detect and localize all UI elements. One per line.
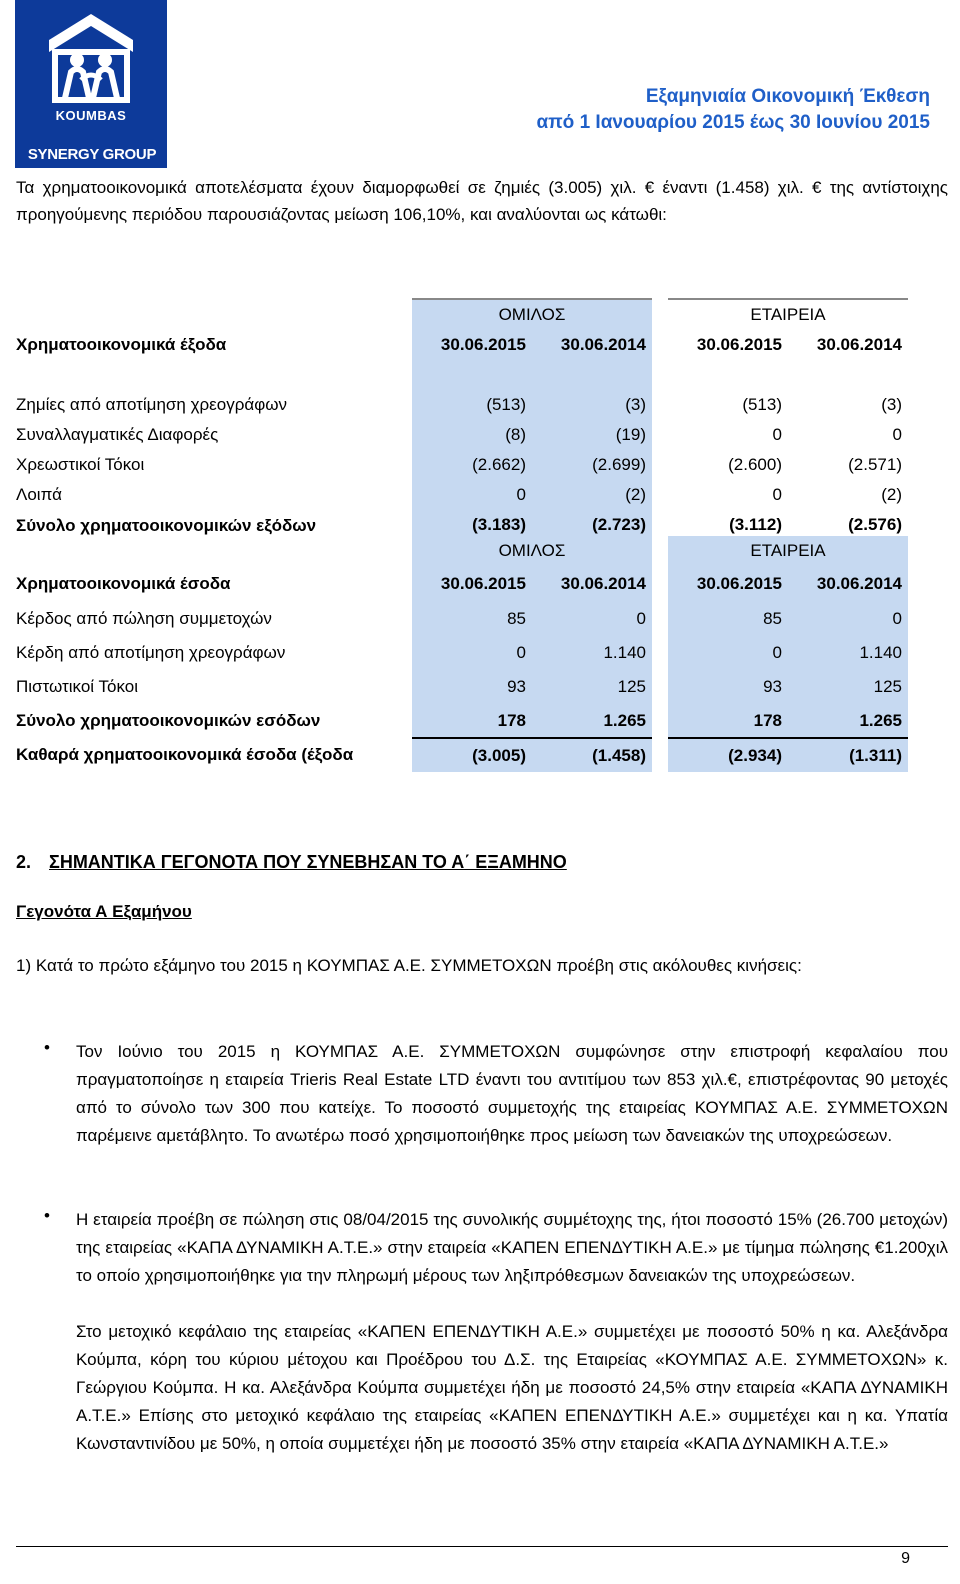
total-value: (2.723) [532,510,652,541]
cell-value: (3) [532,390,652,420]
bullet-icon: • [44,1038,50,1057]
income-title: Χρηματοοικονομικά έσοδα [16,574,231,593]
income-date: 30.06.2014 [788,566,908,602]
cell-value: 0 [772,425,782,444]
expenses-date: 30.06.2015 [412,330,532,360]
table-net-row [16,738,908,772]
expenses-date: 30.06.2015 [696,335,782,354]
expenses-date: 30.06.2014 [532,330,652,360]
bullet-text: Τον Ιούνιο του 2015 η ΚΟΥΜΠΑΣ Α.Ε. ΣΥΜΜΕΤΟΧΩΝ συμφώνησε στην επιστροφή κεφαλαίου που πραγματοποίησε η εταιρεία Trieris Real Estate LTD έναντι του αντιτίμου των 853 χιλ.€, επιστρέφοντας 90 μετοχές από το σύνολο των 300 που κατείχε. Το ποσοστό συμμετοχής της εταιρείας ΚΟΥΜΠΑΣ Α.Ε. ΣΥΜΜΕΤΟΧΩΝ παρέμεινε αμετάβλητο. Το ανωτέρω ποσό χρησιμοποιήθηκε προς μείωση των δανειακών της υποχρεώσεων. [76,1042,948,1145]
cell-value: (2.662) [412,450,532,480]
row-label: Ζημίες από αποτίμηση χρεογράφων [16,395,288,414]
cell-value: (8) [412,420,532,450]
income-date: 30.06.2014 [532,566,652,602]
cell-value: 0 [532,602,652,636]
cell-value: 125 [532,670,652,704]
cell-value: (2.600) [728,455,782,474]
cell-value: 85 [668,602,788,636]
net-label: Καθαρά χρηματοοικονομικά έσοδα (έξοδα [16,745,354,764]
cell-value: 0 [412,480,532,510]
expenses-title: Χρηματοοικονομικά έξοδα [16,335,227,354]
report-title [536,84,930,136]
income-date: 30.06.2015 [668,566,788,602]
table-row [16,670,908,704]
cell-value: 125 [788,670,908,704]
total-value: 1.265 [532,704,652,738]
financial-income-table [16,536,908,772]
logo-group-text: SYNERGY GROUP [27,146,157,163]
cell-value: (513) [412,390,532,420]
cell-value: 0 [788,602,908,636]
logo-brand-text: KOUMBAS [55,108,127,123]
cell-value: 93 [412,670,532,704]
net-value: (3.005) [412,738,532,772]
report-title-line1: Εξαμηνιαία Οικονομική Έκθεση [645,86,930,107]
logo-emblem-icon [15,0,167,110]
cell-value: 0 [412,636,532,670]
cell-value: 0 [892,425,902,444]
section-number: 2. [16,852,32,872]
income-date: 30.06.2015 [412,566,532,602]
page-number: 9 [901,1550,910,1567]
continuation-paragraph: Στο μετοχικό κεφάλαιο της εταιρείας «ΚΑΠΕΝ ΕΠΕΝΔΥΤΙΚΗ Α.Ε.» συμμετέχει με ποσοστό 50% η κα. Αλεξάνδρα Κούμπα, κόρη του κύριου μέτοχου και Προέδρου του Δ.Σ. της Εταιρείας «ΚΟΥΜΠΑΣ Α.Ε. ΣΥΜΜΕΤΟΧΩΝ» κ. Γεώργιου Κούμπα. Η κα. Αλεξάνδρα Κούμπα συμμετέχει ήδη με ποσοστό 24,5% στην εταιρεία «ΚΑΠΑ ΔΥΝΑΜΙΚΗ Α.Τ.Ε.» Επίσης στο μετοχικό κεφάλαιο της εταιρείας «ΚΑΠΕΝ ΕΠΕΝΔΥΤΙΚΗ Α.Ε.» συμμετέχει και η κα. Υπατία Κωνσταντινίδου με 50%, η οποία συμμετέχει ήδη με ποσοστό 35% στην εταιρεία «ΚΑΠΑ ΔΥΝΑΜΙΚΗ Α.Τ.Ε.» [76,1322,948,1453]
net-value: (1.311) [788,738,908,772]
total-value: 178 [668,704,788,738]
total-value: (3.183) [412,510,532,541]
cell-value: 1.140 [532,636,652,670]
company-logo [15,0,167,168]
net-value: (2.934) [668,738,788,772]
table-row [16,420,908,450]
cell-value: (3) [881,395,902,414]
expenses-company-header: ΕΤΑΙΡΕΙΑ [668,299,908,330]
expenses-date: 30.06.2014 [816,335,902,354]
table-row [16,602,908,636]
income-group-header: ΟΜΙΛΟΣ [412,536,652,566]
financial-expenses-table [16,298,908,542]
section-heading [16,852,567,873]
table-row [16,636,908,670]
table-total-row [16,704,908,738]
bullet-text: Η εταιρεία προέβη σε πώληση στις 08/04/2015 της συνολικής συμμέτοχης της, ήτοι ποσοστό 15% (26.700 μετοχών) της εταιρείας «ΚΑΠΑ ΔΥΝΑΜΙΚΗ Α.Τ.Ε.» στην εταιρεία «ΚΑΠΕΝ ΕΠΕΝΔΥΤΙΚΗ Α.Ε.» με τίμημα πώλησης €1.200χιλ το οποίο χρησιμοποιήθηκε για την πληρωμή μέρους των ληξιπρόθεσμων δανειακών της υποχρεώσεων. [76,1210,948,1285]
income-company-header: ΕΤΑΙΡΕΙΑ [668,536,908,566]
cell-value: (19) [532,420,652,450]
intro-paragraph: Τα χρηματοοικονομικά αποτελέσματα έχουν διαμορφωθεί σε ζημιές (3.005) χιλ. € έναντι (1.458) χιλ. € της αντίστοιχης προηγούμενης περιόδου παρουσιάζοντας μείωση 106,10%, και αναλύονται ως κάτωθι: [16,178,948,224]
cell-value: (2.571) [848,455,902,474]
cell-value: 93 [668,670,788,704]
cell-value: (513) [742,395,782,414]
row-label: Συναλλαγματικές Διαφορές [16,425,219,444]
subsection-heading: Γεγονότα Α Εξαμήνου [16,902,192,921]
total-value: (2.576) [788,510,908,541]
bullet-icon: • [44,1206,50,1225]
total-label: Σύνολο χρηματοοικονομικών εσόδων [16,711,321,730]
total-label: Σύνολο χρηματοοικονομικών εξόδων [16,515,317,535]
row-label: Πιστωτικοί Τόκοι [16,677,138,696]
row-label: Λοιπά [16,485,62,504]
cell-value: (2) [532,480,652,510]
table-row [16,450,908,480]
cell-value: 85 [412,602,532,636]
table-row [16,480,908,510]
cell-value: (2.699) [532,450,652,480]
total-value: (3.112) [668,510,788,541]
row-label: Κέρδος από πώληση συμμετοχών [16,609,272,628]
table-row [16,390,908,420]
row-label: Χρεωστικοί Τόκοι [16,455,145,474]
total-value: 1.265 [788,704,908,738]
net-value: (1.458) [532,738,652,772]
cell-value: 1.140 [788,636,908,670]
item-paragraph: 1) Κατά το πρώτο εξάμηνο του 2015 η ΚΟΥΜΠΑΣ Α.Ε. ΣΥΜΜΕΤΟΧΩΝ προέβη στις ακόλουθες κινήσεις: [16,956,802,975]
total-value: 178 [412,704,532,738]
section-title: ΣΗΜΑΝΤΙΚΑ ΓΕΓΟΝΟΤΑ ΠΟΥ ΣΥΝΕΒΗΣΑΝ ΤΟ Α΄ ΕΞΑΜΗΝΟ [49,852,567,872]
cell-value: (2) [881,485,902,504]
cell-value: 0 [668,636,788,670]
row-label: Κέρδη από αποτίμηση χρεογράφων [16,643,286,662]
cell-value: 0 [772,485,782,504]
footer-rule [16,1546,948,1547]
expenses-group-header: ΟΜΙΛΟΣ [412,299,652,330]
report-title-line2: από 1 Ιανουαρίου 2015 έως 30 Ιουνίου 2015 [536,112,930,133]
